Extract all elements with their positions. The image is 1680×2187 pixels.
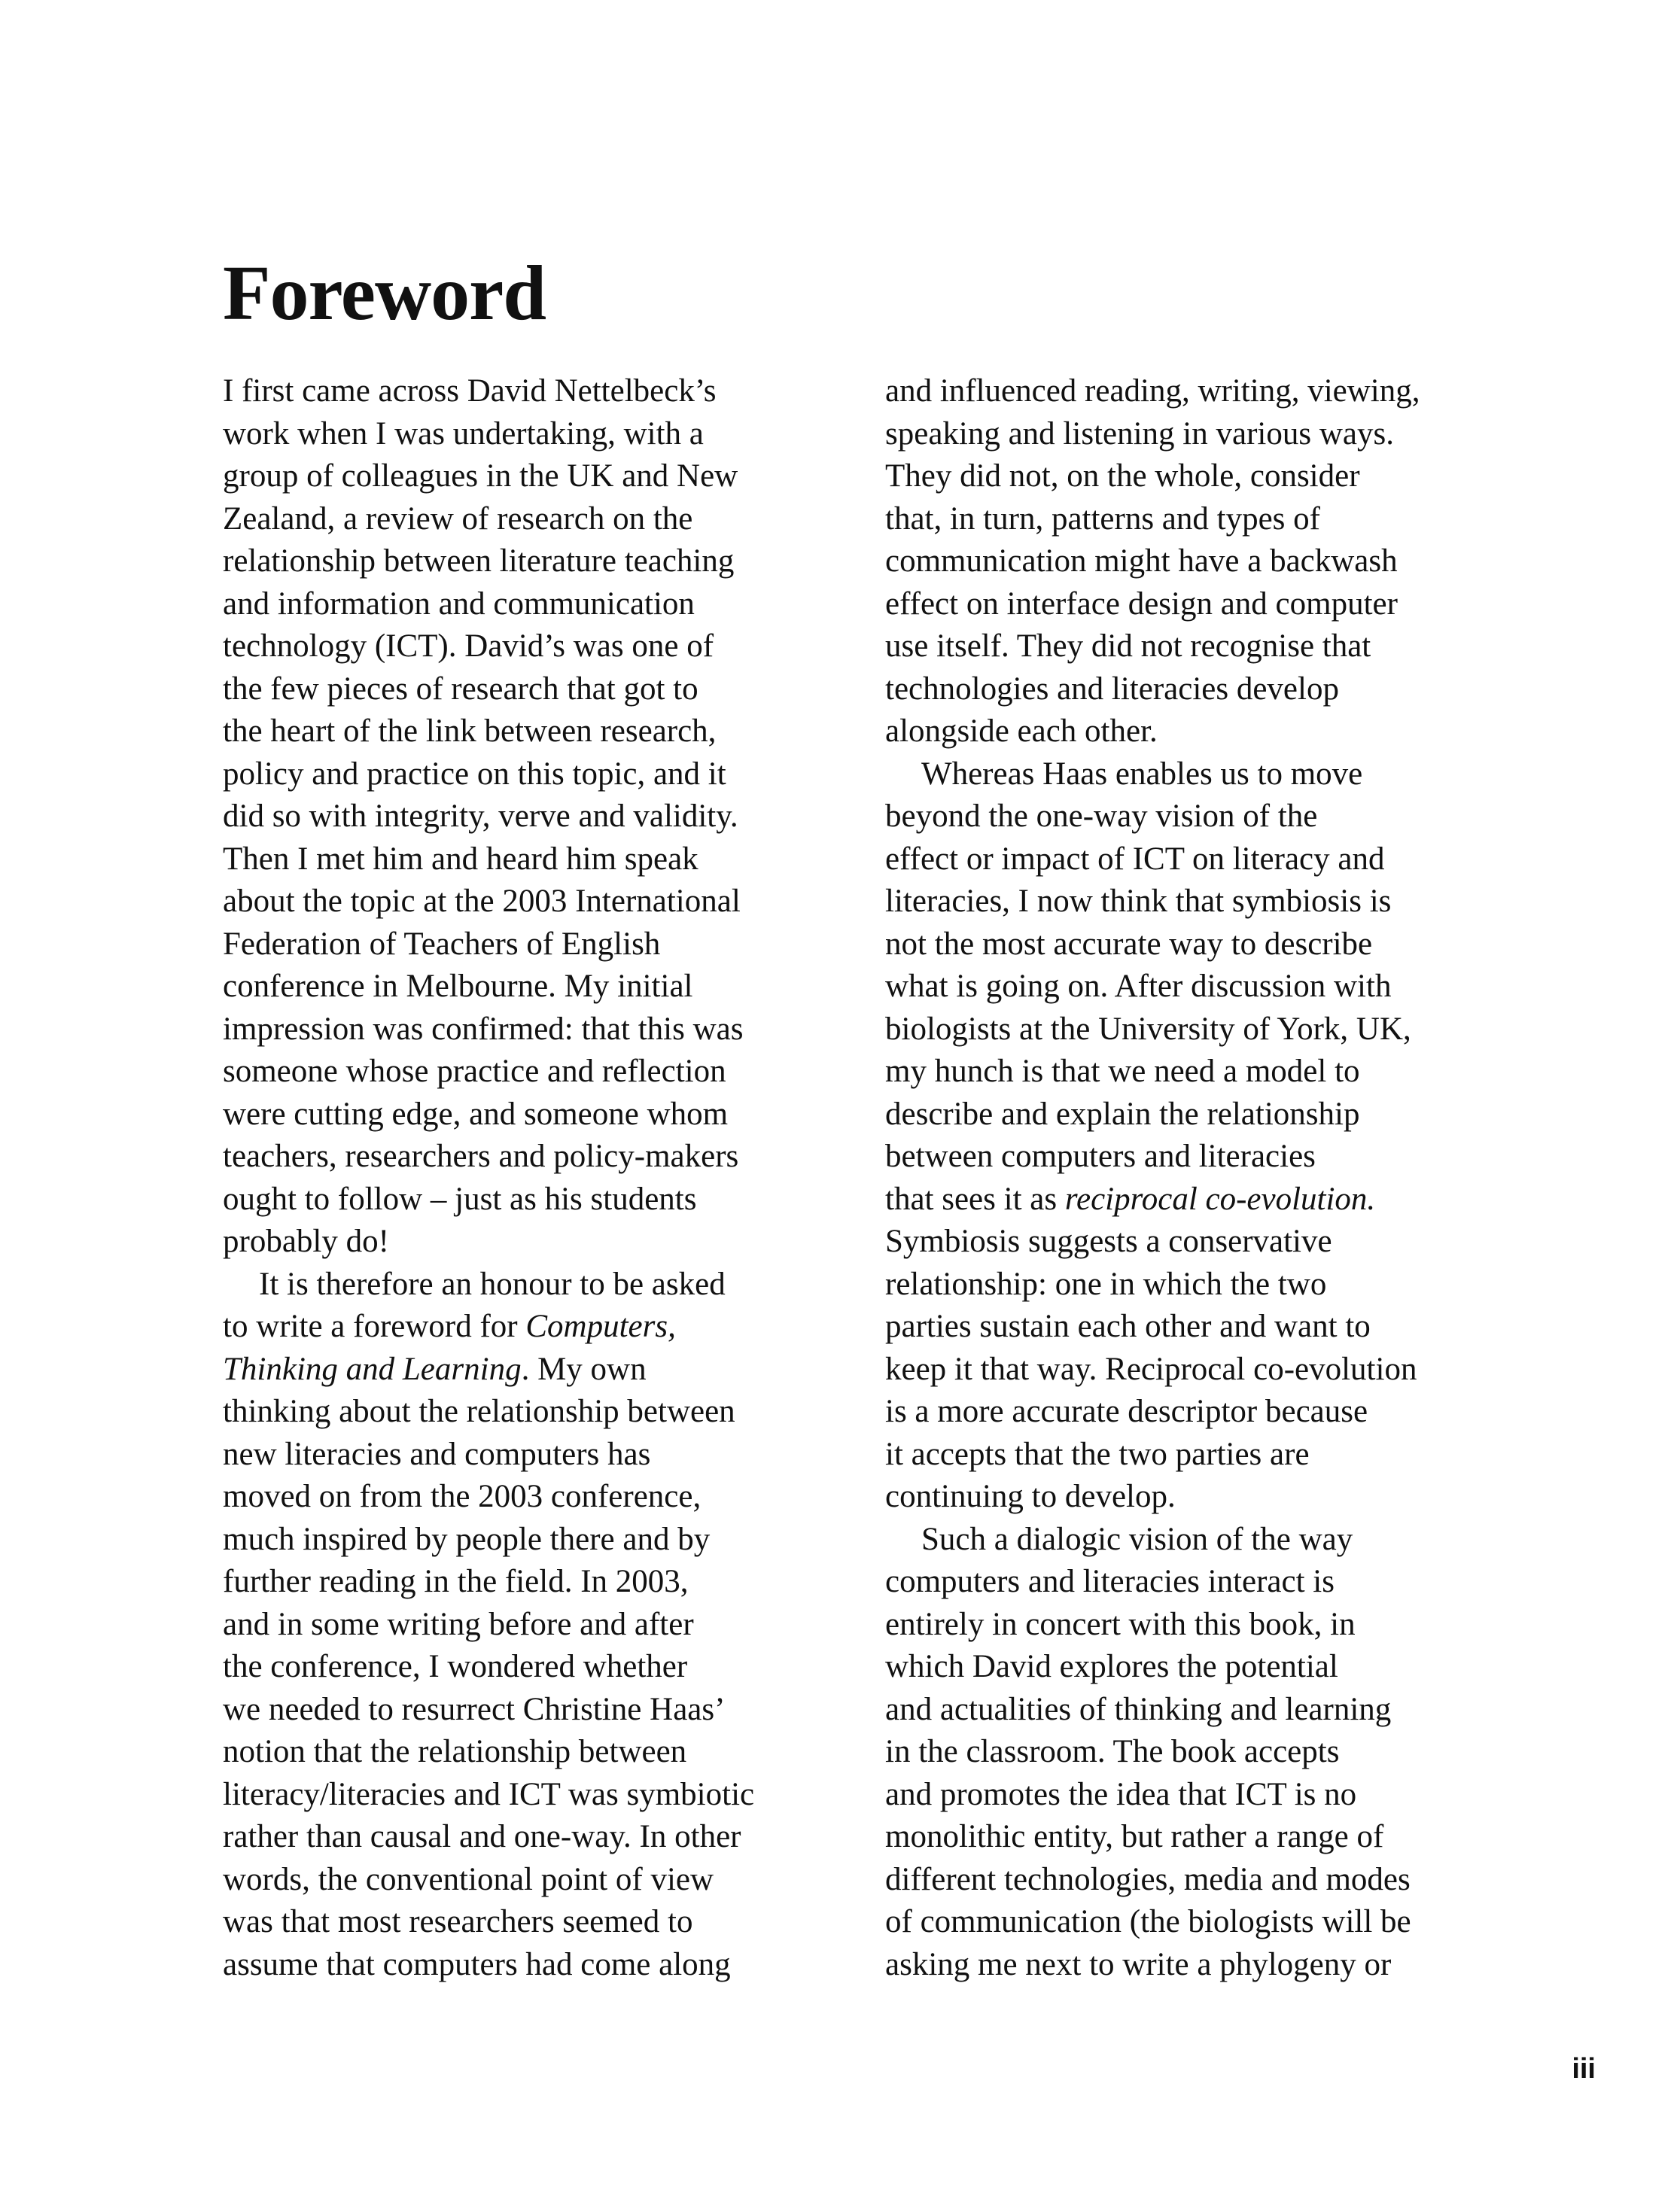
text-line: work when I was undertaking, with a — [223, 415, 704, 452]
text-line: assume that computers had come along — [223, 1946, 731, 1982]
text-line: the few pieces of research that got to — [223, 671, 698, 707]
text-line: monolithic entity, but rather a range of — [885, 1819, 1384, 1854]
text-line: of communication (the biologists will be — [885, 1904, 1411, 1939]
text-line: words, the conventional point of view — [223, 1861, 714, 1897]
text-line: I first came across David Nettelbeck’s — [223, 373, 717, 409]
text-line: It is therefore an honour to be asked — [259, 1266, 726, 1302]
text-line: and in some writing before and after — [223, 1606, 694, 1642]
text-line: were cutting edge, and someone whom — [223, 1096, 729, 1132]
text-line: use itself. They did not recognise that — [885, 628, 1371, 664]
text-line: between computers and literacies — [885, 1139, 1316, 1174]
text-line: not the most accurate way to describe — [885, 926, 1373, 962]
text-line: Zealand, a review of research on the — [223, 500, 693, 537]
text-line: conference in Melbourne. My initial — [223, 969, 693, 1004]
text-line: we needed to resurrect Christine Haas’ — [223, 1691, 726, 1727]
text-line: that, in turn, patterns and types of — [885, 500, 1320, 537]
text-line: asking me next to write a phylogeny or — [885, 1946, 1392, 1982]
text-line: relationship: one in which the two — [885, 1266, 1327, 1302]
text-line: and promotes the idea that ICT is no — [885, 1776, 1357, 1812]
text-line: is a more accurate descriptor because — [885, 1394, 1368, 1429]
text-line: notion that the relationship between — [223, 1734, 687, 1769]
book-title-italic: Computers, — [525, 1309, 676, 1344]
text-line — [885, 1179, 1510, 1221]
text-line: and influenced reading, writing, viewing, — [885, 373, 1420, 409]
text-run: that sees it as — [885, 1181, 1058, 1217]
text-line: group of colleagues in the UK and New — [223, 458, 738, 494]
text-line: Such a dialogic vision of the way — [921, 1521, 1353, 1557]
text-line: much inspired by people there and by — [223, 1521, 711, 1557]
text-line: parties sustain each other and want to — [885, 1309, 1371, 1344]
text-line: literacies, I now think that symbiosis is — [885, 884, 1392, 919]
text-line: beyond the one-way vision of the — [885, 798, 1318, 834]
text-line: probably do! — [223, 1224, 389, 1259]
text-line: and actualities of thinking and learning — [885, 1691, 1392, 1727]
text-line: Whereas Haas enables us to move — [921, 756, 1363, 792]
text-line: computers and literacies interact is — [885, 1564, 1335, 1599]
page-number: iii — [1572, 2053, 1596, 2085]
text-line: effect or impact of ICT on literacy and — [885, 841, 1385, 877]
text-line: was that most researchers seemed to — [223, 1904, 693, 1939]
text-line: alongside each other. — [885, 713, 1158, 749]
text-line: what is going on. After discussion with — [885, 969, 1392, 1004]
text-line: different technologies, media and modes — [885, 1861, 1411, 1897]
text-line: speaking and listening in various ways. — [885, 415, 1394, 452]
text-line: my hunch is that we need a model to — [885, 1054, 1360, 1089]
emphasis-italic: reciprocal co-evolution. — [1064, 1181, 1376, 1217]
right-column — [885, 370, 1510, 1986]
text-line — [223, 1349, 848, 1392]
text-line: further reading in the field. In 2003, — [223, 1564, 689, 1599]
text-line: Then I met him and heard him speak — [223, 841, 698, 877]
text-line: about the topic at the 2003 International — [223, 884, 741, 919]
text-line: continuing to develop. — [885, 1479, 1176, 1514]
text-line: relationship between literature teaching — [223, 543, 735, 579]
text-line: someone whose practice and reflection — [223, 1054, 726, 1089]
left-column — [223, 370, 848, 1986]
text-line: the conference, I wondered whether — [223, 1649, 688, 1684]
page-title: Foreword — [223, 250, 546, 336]
text-line: Symbiosis suggests a conservative — [885, 1224, 1332, 1259]
text-line: in the classroom. The book accepts — [885, 1734, 1340, 1769]
text-line: technology (ICT). David’s was one of — [223, 628, 714, 664]
text-line: Federation of Teachers of English — [223, 926, 661, 962]
text-line: and information and communication — [223, 586, 695, 622]
text-line: keep it that way. Reciprocal co-evolution — [885, 1351, 1417, 1387]
text-line: teachers, researchers and policy-makers — [223, 1139, 739, 1174]
text-line: entirely in concert with this book, in — [885, 1606, 1356, 1642]
text-line: did so with integrity, verve and validity. — [223, 798, 738, 834]
text-line: new literacies and computers has — [223, 1436, 651, 1472]
text-line: it accepts that the two parties are — [885, 1436, 1310, 1472]
text-line: ought to follow – just as his students — [223, 1181, 697, 1217]
text-line: technologies and literacies develop — [885, 671, 1339, 707]
text-line: They did not, on the whole, consider — [885, 458, 1360, 494]
text-line: effect on interface design and computer — [885, 586, 1398, 622]
text-line: rather than causal and one-way. In other — [223, 1819, 741, 1854]
text-run: . My own — [521, 1351, 647, 1387]
text-run: to write a foreword for — [223, 1309, 518, 1344]
text-line: biologists at the University of York, UK, — [885, 1011, 1411, 1047]
text-line: which David explores the potential — [885, 1649, 1338, 1684]
text-line: moved on from the 2003 conference, — [223, 1479, 702, 1514]
text-line: describe and explain the relationship — [885, 1096, 1360, 1132]
text-line: the heart of the link between research, — [223, 713, 717, 749]
text-line: literacy/literacies and ICT was symbiotic — [223, 1776, 755, 1812]
text-line — [223, 1306, 848, 1349]
text-line: policy and practice on this topic, and it — [223, 756, 726, 792]
text-line: impression was confirmed: that this was — [223, 1011, 744, 1047]
book-title-italic: Thinking and Learning — [223, 1351, 522, 1387]
text-line: communication might have a backwash — [885, 543, 1398, 579]
text-line: thinking about the relationship between — [223, 1394, 735, 1429]
